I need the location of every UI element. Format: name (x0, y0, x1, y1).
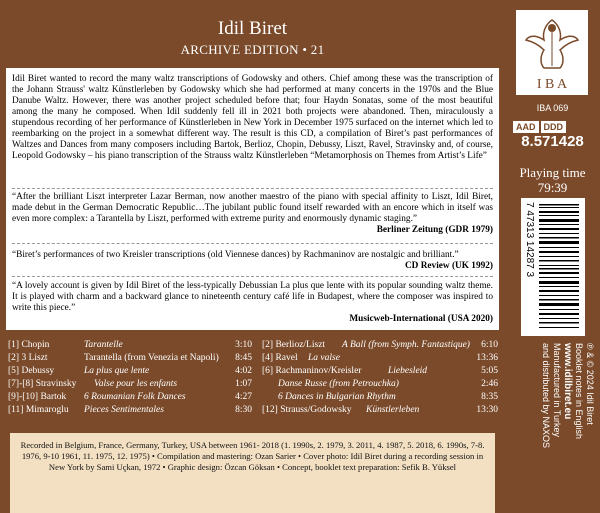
track-title: Pieces Sentimentales (84, 405, 164, 415)
playing-time-value: 79:39 (537, 180, 568, 195)
divider (12, 188, 493, 189)
catalog-number: 8.571428 (521, 133, 584, 150)
track-time: 1:07 (235, 379, 252, 389)
track-number: [5] Debussy (8, 366, 55, 376)
header (0, 0, 505, 68)
iba-logo (516, 10, 588, 95)
quote-1 (12, 192, 493, 236)
playing-time (505, 165, 600, 195)
quote-1-source: Berliner Zeitung (GDR 1979) (376, 225, 493, 235)
track-time: 4:02 (235, 366, 252, 376)
track-time: 6:10 (481, 340, 498, 350)
track-time: 13:30 (476, 405, 498, 415)
track-number: [4] Ravel (262, 353, 298, 363)
track-title: La plus que lente (84, 366, 150, 376)
logo-text: I B A (536, 77, 568, 92)
track-title: 6 Dances in Bulgarian Rhythm (278, 392, 396, 402)
quote-2 (12, 250, 493, 272)
track-row (8, 392, 252, 403)
track-row (262, 366, 498, 377)
track-row (262, 353, 498, 364)
track-row (8, 405, 252, 416)
manufactured-line: Manufactured in Turkey (552, 343, 562, 438)
track-row (262, 392, 498, 403)
track-list (0, 334, 505, 432)
quote-3-source: Musicweb-International (USA 2020) (349, 314, 493, 324)
website-link: www.idilbiret.eu (562, 343, 573, 420)
quote-3-text: “A lovely account is given by Idil Biret of the less-typically Debussian La plus que lente with its popular sounding waltz theme. It is played with charm and a backward glance to nineteenth century café life in Budapest, where the composer was inspired to write this piece.” (12, 281, 493, 313)
track-row (8, 379, 252, 390)
divider (12, 276, 493, 277)
edition-subtitle: ARCHIVE EDITION • 21 (180, 42, 325, 57)
track-time: 8:35 (481, 392, 498, 402)
track-number: [11] Mimaroglu (8, 405, 69, 415)
track-row (262, 340, 498, 351)
divider (12, 243, 493, 244)
track-row (8, 353, 252, 364)
credits-box (10, 433, 495, 513)
track-time: 13:36 (476, 353, 498, 363)
quote-2-text: “Biret’s performances of two Kreisler transcriptions (old Viennese dances) by Rachmaninov are nostalgic and brilliant.” (12, 250, 459, 260)
ddd-badge: DDD (541, 121, 567, 133)
track-title: 6 Roumanian Folk Dances (84, 392, 186, 402)
track-number: [7]-[8] Stravinsky (8, 379, 77, 389)
track-row (8, 366, 252, 377)
barcode (521, 198, 585, 336)
quote-3 (12, 281, 493, 325)
track-number: [12] Strauss/Godowsky (262, 405, 352, 415)
barcode-digits: 7 47313 14287 3 (524, 202, 535, 278)
track-number: [9]-[10] Bartok (8, 392, 67, 402)
track-time: 5:05 (481, 366, 498, 376)
track-time: 3:10 (235, 340, 252, 350)
distributed-line: and distributed by NAXOS (541, 343, 551, 449)
label-number: IBA 069 (536, 103, 569, 113)
track-title: Tarantelle (84, 340, 123, 350)
quote-2-source: CD Review (UK 1992) (404, 261, 493, 271)
track-title: Valse pour les enfants (94, 379, 178, 389)
aad-badge: AAD (513, 121, 539, 133)
booklet-notes-line: Booklet notes in English (574, 343, 584, 440)
artist-title: Idil Biret (217, 18, 288, 39)
playing-time-label: Playing time (519, 165, 586, 180)
track-title: Künstlerleben (366, 405, 420, 415)
track-row (8, 340, 252, 351)
notes-intro: Idil Biret wanted to record the many waltz transcriptions of Godowsky and others. Chief among these was the transcription of the Johann Strauss' waltz Künstlerleben by Godowsky which she had performed at many concerts in the 1970s and the Blue Danube Waltz. However, there was another project scheduled before that; four Haydn Sonatas, some of the most beautiful among the many he composed. When Idil suddenly fell ill in 2021 both projects were abandoned. Then, miraculously a stupendous recording of her performance of Künstlerleben in New York in December 1975 surfaced on the internet which led to reembarking on the project in a somewhat different way. The result is this CD, a compilation of Biret’s past performances of Waltzes and Dances from many composers including Bartok, Berlioz, Chopin, Debussy, Liszt, Ravel, Stravinsky and, of course, Leopold Godowsky – his piano transcription of the Strauss waltz Künstlerleben “Metamorphosis on Themes from Artist’s Life” (12, 74, 493, 161)
track-title: La valse (308, 353, 340, 363)
track-time: 8:45 (235, 353, 252, 363)
track-time: 2:46 (481, 379, 498, 389)
liner-notes-box (6, 68, 499, 330)
copyright-line: ℗ & © 2024 Idil Biret (585, 343, 595, 425)
credits-text: Recorded in Belgium, France, Germany, Turkey, USA between 1961- 2018 (1. 1990s, 2. 1979, 3. 2011, 4. 1987, 5. 2018, 6. 1990s, 7-8. 1976, 9-10 1961, 11. 1975, 12. 1975) • Compilation and mastering: Ozan Sarier • Cover photo: Idil Biret during a recording session in New York by Sami Uçkan, 1972 • Graphic design: Özcan Göksan • Concept, booklet text preparation: Sefik B. Yüksel (20, 440, 485, 473)
track-number: [2] 3 Liszt (8, 353, 48, 363)
sidebar (505, 0, 600, 513)
angel-icon (516, 10, 588, 95)
track-title: Liebesleid (388, 366, 428, 376)
barcode-icon (521, 198, 585, 336)
track-row (262, 405, 498, 416)
track-title: Tarantella (from Venezia et Napoli) (84, 353, 219, 363)
track-title: A Ball (from Symph. Fantastique) (342, 340, 470, 350)
track-number: [6] Rachmaninov/Kreisler (262, 366, 362, 376)
track-number: [1] Chopin (8, 340, 50, 350)
quote-1-text: “After the brilliant Liszt interpreter Lazar Berman, now another maestro of the piano with special affinity to Liszt, Idil Biret, made debut in the German Democratic Republic…The jubilant public found itself rewarded with an encore which in itself was even more complex: a Tarantella by Liszt, performed with extreme purity and enormously dynamic staging.” (12, 192, 493, 224)
copyright-block (540, 343, 595, 448)
track-row (262, 379, 498, 390)
track-title: Danse Russe (from Petrouchka) (278, 379, 399, 389)
track-time: 4:27 (235, 392, 252, 402)
track-number: [2] Berlioz/Liszt (262, 340, 326, 350)
track-time: 8:30 (235, 405, 252, 415)
